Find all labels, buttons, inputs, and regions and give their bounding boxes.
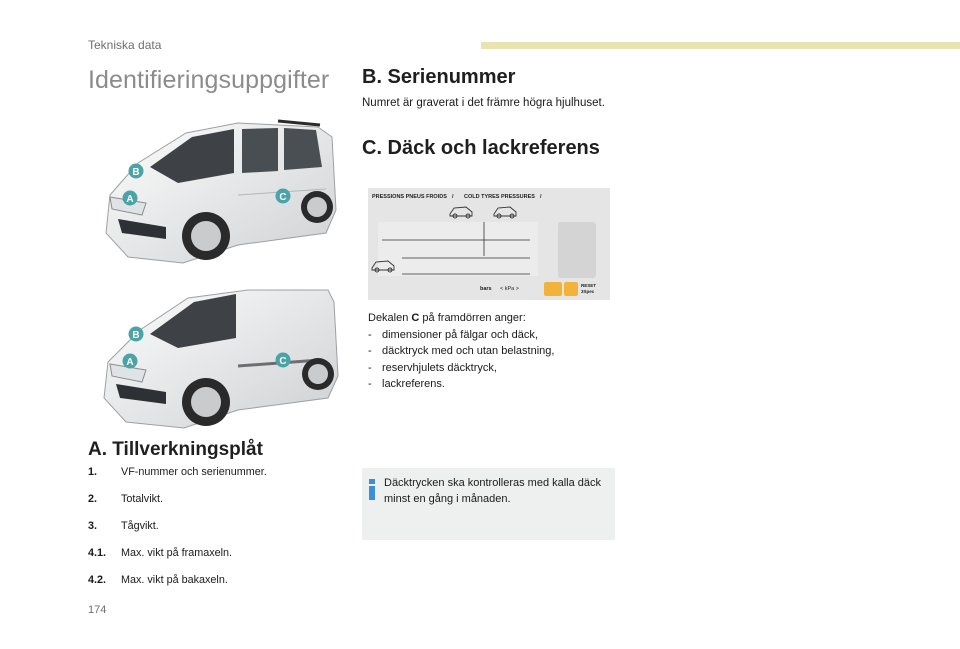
list-item <box>88 547 232 559</box>
note-text: Däcktrycken ska kontrolleras med kalla däck minst en gång i månaden. <box>384 477 602 505</box>
description-intro <box>368 310 618 327</box>
label-header-right: COLD TYRES PRESSURES <box>464 194 535 200</box>
list-bullet: - <box>368 361 372 374</box>
item-number: 2. <box>88 493 98 505</box>
info-icon <box>368 479 376 500</box>
heading-manufacturer-plate: A. Tillverkningsplåt <box>88 439 263 460</box>
callout-c <box>276 353 291 368</box>
label-header-slash: / <box>452 194 454 200</box>
list-item-text: dimensioner på fälgar och däck, <box>382 328 538 341</box>
item-text: VF-nummer och serienummer. <box>121 466 267 478</box>
list-item <box>88 493 163 505</box>
heading-tyre-paint: C. Däck och lackreferens <box>362 137 600 159</box>
intro-suffix: på framdörren anger: <box>419 312 526 324</box>
item-number: 3. <box>88 520 98 532</box>
tyre-warning-icon <box>564 282 578 296</box>
list-item-text: lackreferens. <box>382 378 445 391</box>
callout-b <box>129 327 144 342</box>
list-bullet: - <box>368 328 372 341</box>
callout-b <box>129 164 144 179</box>
item-number: 4.1. <box>88 547 107 559</box>
intro-bold-letter: C <box>411 312 420 324</box>
car-illustration-cargo <box>88 282 350 438</box>
list-item-text: däcktryck med och utan belastning, <box>382 345 555 358</box>
tyre-pressure-label-image <box>368 188 610 300</box>
item-text: Tågvikt. <box>121 520 159 532</box>
section-label: Tekniska data <box>88 38 162 52</box>
item-text: Max. vikt på framaxeln. <box>121 547 233 559</box>
callout-a-label: A <box>126 357 134 368</box>
item-text: Totalvikt. <box>121 493 164 505</box>
label-header-left: PRESSIONS PNEUS FROIDS <box>372 194 447 200</box>
list-bullet: - <box>368 378 372 391</box>
page-title: Identifieringsuppgifter <box>88 66 330 94</box>
callout-c-label: C <box>279 356 287 367</box>
list-item <box>368 327 618 344</box>
item-number: 4.2. <box>88 574 107 586</box>
callout-a-label: A <box>126 194 134 205</box>
label-reset-line2: 3Spec <box>581 289 595 294</box>
paint-reference-area <box>558 222 596 278</box>
header-accent-bar <box>481 42 960 49</box>
list-item <box>368 360 618 377</box>
label-header-slash2: / <box>540 194 542 200</box>
list-bullet: - <box>368 345 372 358</box>
callout-a <box>123 354 138 369</box>
callout-c <box>276 189 291 204</box>
list-item <box>368 376 618 393</box>
callout-b-label: B <box>132 330 140 341</box>
list-item <box>88 466 267 478</box>
serial-number-text: Numret är graverat i det främre högra hjulhuset. <box>362 97 605 109</box>
tyre-label-description <box>368 310 618 393</box>
callout-c-label: C <box>279 192 287 203</box>
label-reset-line1: RESET <box>581 283 597 288</box>
callout-a <box>123 191 138 206</box>
info-note <box>362 468 615 540</box>
heading-serial-number: B. Serienummer <box>362 66 516 88</box>
list-item <box>88 520 159 532</box>
manual-icon <box>544 282 562 296</box>
label-units-kpa: < kPa > <box>500 286 519 292</box>
list-item <box>368 343 618 360</box>
label-units-bars: bars <box>480 286 492 292</box>
intro-prefix: Dekalen <box>368 312 412 324</box>
list-item-text: reservhjulets däcktryck, <box>382 361 497 374</box>
callout-b-label: B <box>132 167 140 178</box>
list-item <box>88 574 228 586</box>
car-illustration-passenger <box>88 115 350 275</box>
item-number: 1. <box>88 466 98 478</box>
item-text: Max. vikt på bakaxeln. <box>121 574 228 586</box>
page-number: 174 <box>88 604 107 616</box>
